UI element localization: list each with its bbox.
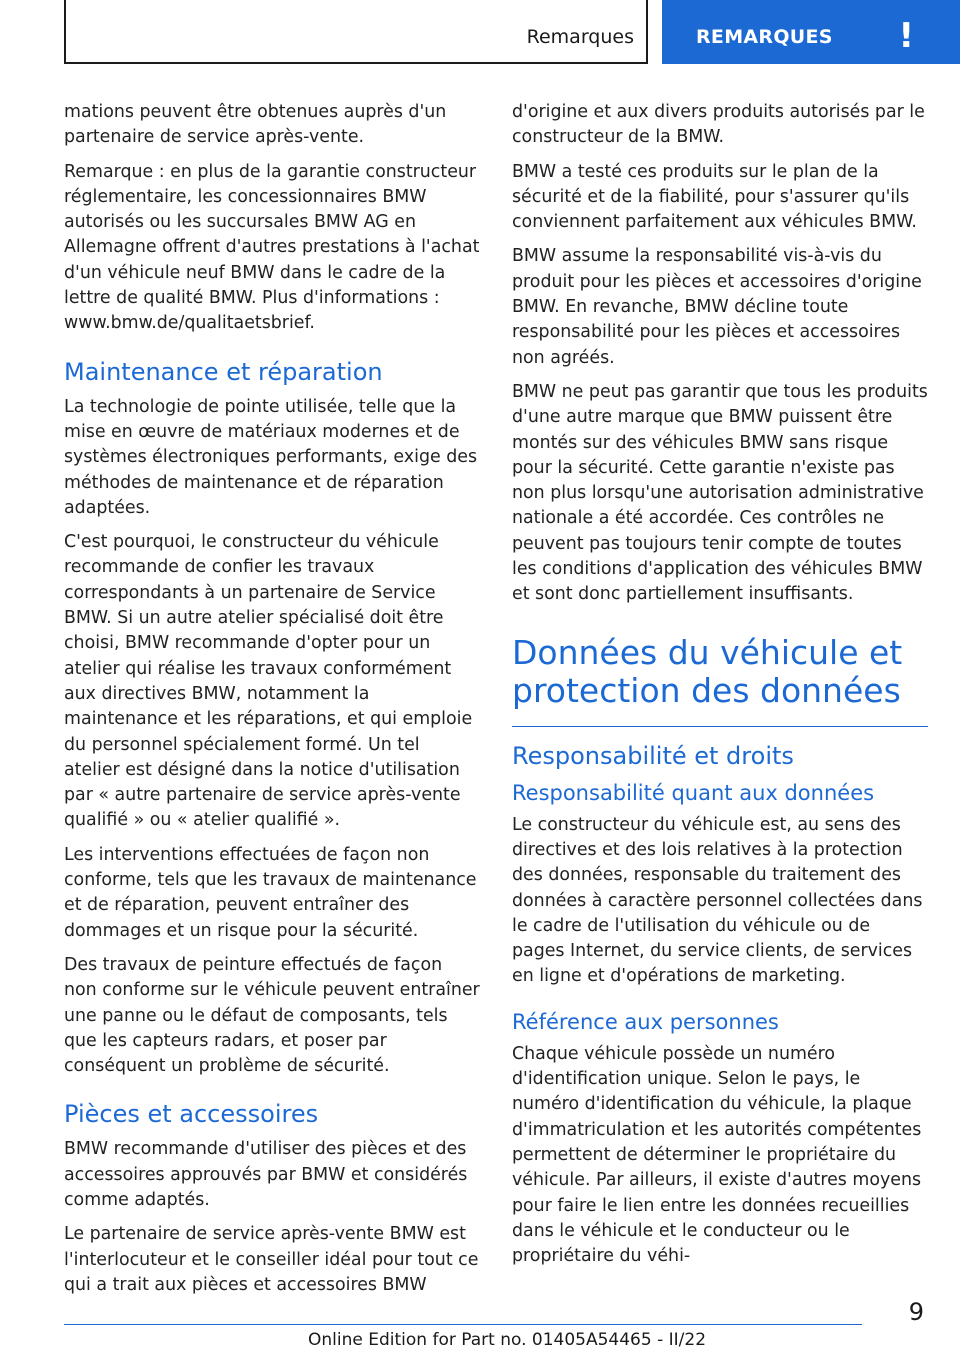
heading-rule [512,726,928,727]
footer-rule [64,1324,862,1325]
paragraph: BMW assume la responsabilité vis-à-vis du produit pour les pièces et accessoires d'origine BMW. En revanche, BMW décline toute responsabilité pour les pièces et accessoires non agréés. [512,246,922,368]
paragraph: Les interventions effectuées de façon non conforme, tels que les travaux de maintenance et de réparation, peuvent entraîner des dommages et un risque pour la sécurité. [64,844,477,941]
heading-data-protection: Données du véhicule et protection des données [512,632,903,710]
paragraph: BMW a testé ces produits sur le plan de la sécurité et de la fiabilité, pour s'assurer qu'ils conviennent parfaitement aux véhicules BMW. [512,161,917,233]
right-column [512,100,928,1278]
heading-personal-reference: Référence aux personnes [512,1009,779,1034]
paragraph: Chaque véhicule possède un numéro d'identification unique. Selon le pays, le numéro d'identification du véhicule, la plaque d'immatriculation et les autorités compétentes permettent de déterminer le propriétaire du véhicule. Par ailleurs, il existe d'autres moyens pour faire le lien entre les données recueillies dans le véhicule et le conducteur ou le propriétaire du véhi- [512,1043,922,1267]
footer-edition: Online Edition for Part no. 01405A54465 - II/22 [308,1330,707,1350]
paragraph: d'origine et aux divers produits autorisés par le constructeur de la BMW. [512,102,925,148]
header-chapter-title: REMARQUES [696,26,833,48]
left-column [64,100,480,1307]
header-section-title: Remarques [526,26,634,48]
header-section-box [64,0,648,64]
heading-responsibility: Responsabilité et droits [512,741,794,770]
paragraph: C'est pourquoi, le constructeur du véhicule recommande de confier les travaux correspondants à un partenaire de Service BMW. Si un autre atelier spécialisé doit être choisi, BMW recommande d'opter pour un atelier qui réalise les travaux conformément aux directives BMW, notamment la maintenance et les réparations, et qui emploie du personnel spécialement formé. Un tel atelier est désigné dans la notice d'utilisation par « autre partenaire de service après-vente qualifié » ou « atelier qualifié ». [64,532,473,831]
header-chapter-tab[interactable] [662,0,960,64]
paragraph: Le partenaire de service après-vente BMW est l'interlocuteur et le conseiller idéal pour tout ce qui a trait aux pièces et accessoires BMW [64,1224,479,1295]
paragraph: BMW ne peut pas garantir que tous les produits d'une autre marque que BMW puissent être montés sur des véhicules BMW sans risque pour la sécurité. Cette garantie n'existe pas non plus lorsqu'une autorisation administrative nationale a été accordée. Ces contrôles ne peuvent pas toujours tenir compte de toutes les conditions d'application des véhicules BMW et sont donc partiellement insuffisants. [512,381,928,605]
heading-pieces: Pièces et accessoires [64,1100,319,1129]
exclamation-icon: ! [898,16,914,56]
paragraph: BMW recommande d'utiliser des pièces et des accessoires approuvés par BMW et considérés comme adaptés. [64,1139,468,1210]
paragraph: Remarque : en plus de la garantie constructeur réglementaire, les concessionnaires BMW autorisés ou les succursales BMW AG en Allemagne offrent d'autres prestations à l'achat d'un véhicule neuf BMW dans le cadre de la lettre de qualité BMW. Plus d'informations : www.bmw.de/qualitaetsbrief. [64,161,480,334]
paragraph: La technologie de pointe utilisée, telle que la mise en œuvre de matériaux modernes et de systèmes électroniques performants, exige des méthodes de maintenance et de réparation adaptées. [64,396,478,518]
paragraph: mations peuvent être obtenues auprès d'un partenaire de service après-vente. [64,102,447,148]
heading-responsibility-data: Responsabilité quant aux données [512,780,875,805]
heading-maintenance: Maintenance et réparation [64,357,383,386]
page-number: 9 [908,1298,924,1326]
paragraph: Le constructeur du véhicule est, au sens des directives et des lois relatives à la protection des données, responsable du traitement des données à caractère personnel collectées dans le cadre de l'utilisation du véhicule ou de pages Internet, du service clients, de services en ligne et d'opérations de marketing. [512,814,923,987]
paragraph: Des travaux de peinture effectués de façon non conforme sur le véhicule peuvent entraîner une panne ou le défaut de composants, tels que les capteurs radars, et poser par conséquent un problème de sécurité. [64,954,480,1077]
